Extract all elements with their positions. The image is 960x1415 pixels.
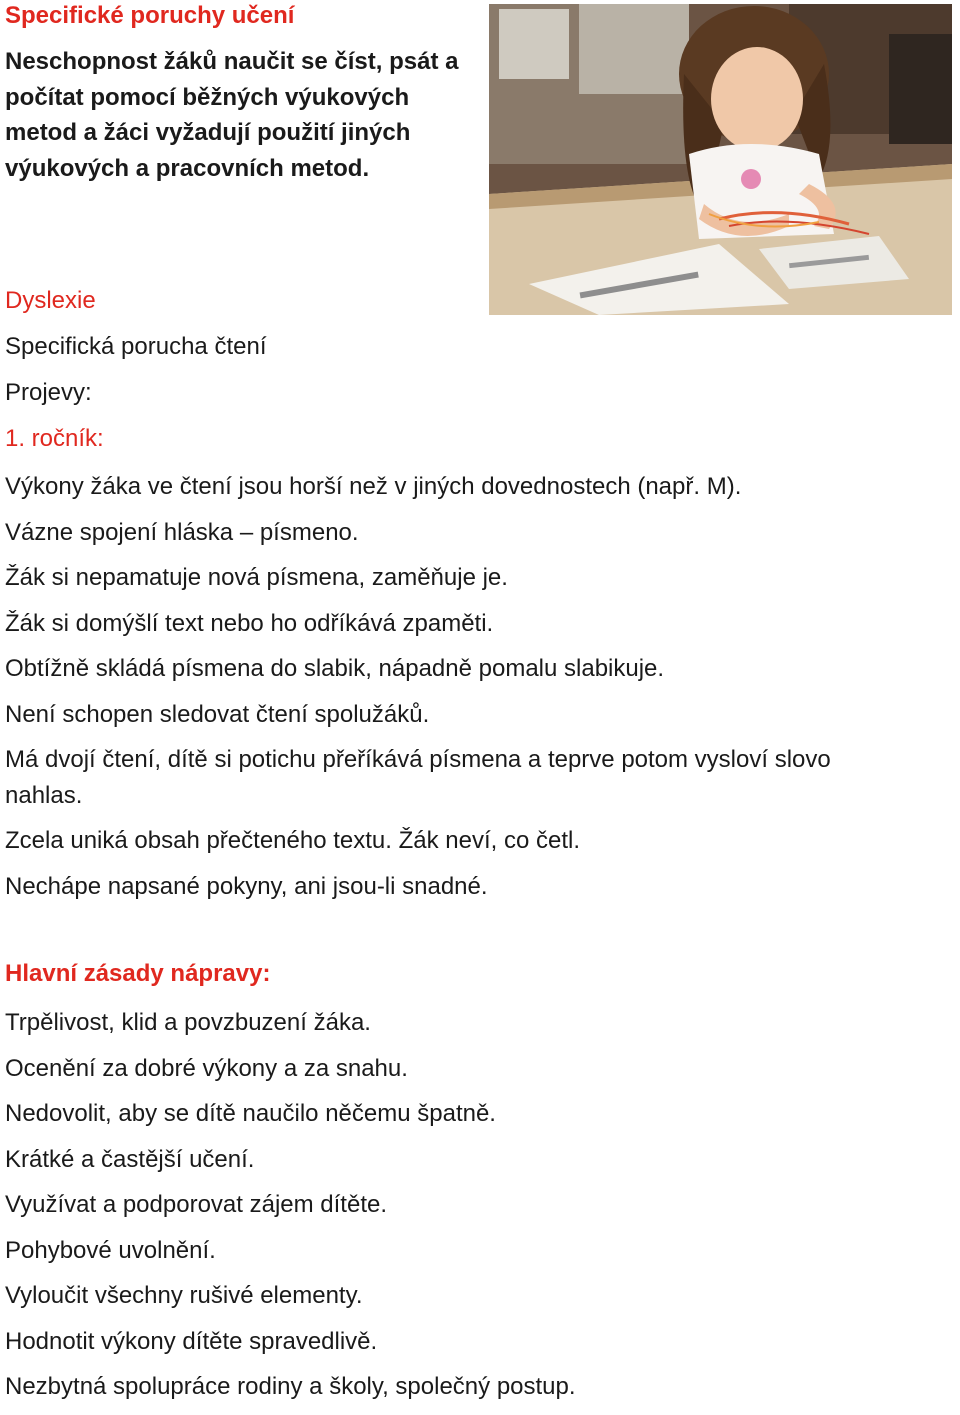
naprava-item: Trpělivost, klid a povzbuzení žáka. [5, 1009, 371, 1036]
naprava-item: Hodnotit výkony dítěte spravedlivě. [5, 1327, 378, 1355]
intro-paragraph: Neschopnost žáků naučit se číst, psát a počítat pomocí běžných výukových metod a žáci vyžadují použití jiných výukových a pracovních metod. [5, 48, 459, 182]
photo-child-at-desk [489, 4, 952, 315]
naprava-item: Nezbytná spolupráce rodiny a školy, společný postup. [5, 1373, 576, 1400]
naprava-heading: Hlavní zásady nápravy: [5, 960, 271, 987]
symptom-item: Žák si domýšlí text nebo ho odříkává zpaměti. [5, 609, 494, 637]
naprava-item: Nedovolit, aby se dítě naučilo něčemu špatně. [5, 1100, 496, 1127]
symptom-item: Nechápe napsané pokyny, ani jsou-li snadné. [5, 872, 488, 900]
naprava-item: Vyloučit všechny rušivé elementy. [5, 1282, 363, 1309]
page-title: Specifické poruchy učení [5, 2, 295, 29]
naprava-item: Ocenění za dobré výkony a za snahu. [5, 1054, 408, 1082]
symptom-item: Není schopen sledovat čtení spolužáků. [5, 700, 430, 728]
naprava-item: Krátké a častější učení. [5, 1145, 255, 1173]
symptom-item: Zcela uniká obsah přečteného textu. Žák neví, co četl. [5, 827, 580, 854]
symptom-item: Obtížně skládá písmena do slabik, nápadně pomalu slabikuje. [5, 655, 665, 682]
dyslexie-subtitle: Specifická porucha čtení [5, 333, 267, 360]
grade-label: 1. ročník: [5, 425, 104, 452]
symptom-item [5, 742, 945, 813]
projevy-label: Projevy: [5, 379, 92, 406]
naprava-item: Pohybové uvolnění. [5, 1236, 216, 1264]
symptom-item: Vázne spojení hláska – písmeno. [5, 518, 359, 546]
symptom-item: Žák si nepamatuje nová písmena, zaměňuje je. [5, 564, 508, 591]
symptom-item: Výkony žáka ve čtení jsou horší než v jiných dovednostech (např. M). [5, 473, 742, 500]
symptom-line: Má dvojí čtení, dítě si potichu přeříkává písmena a teprve potom vysloví slovo [5, 746, 831, 773]
naprava-list [5, 1005, 576, 1415]
symptom-line: nahlas. [5, 781, 83, 809]
naprava-item: Využívat a podporovat zájem dítěte. [5, 1191, 387, 1218]
dyslexie-heading: Dyslexie [5, 287, 96, 314]
symptom-list [5, 469, 945, 914]
